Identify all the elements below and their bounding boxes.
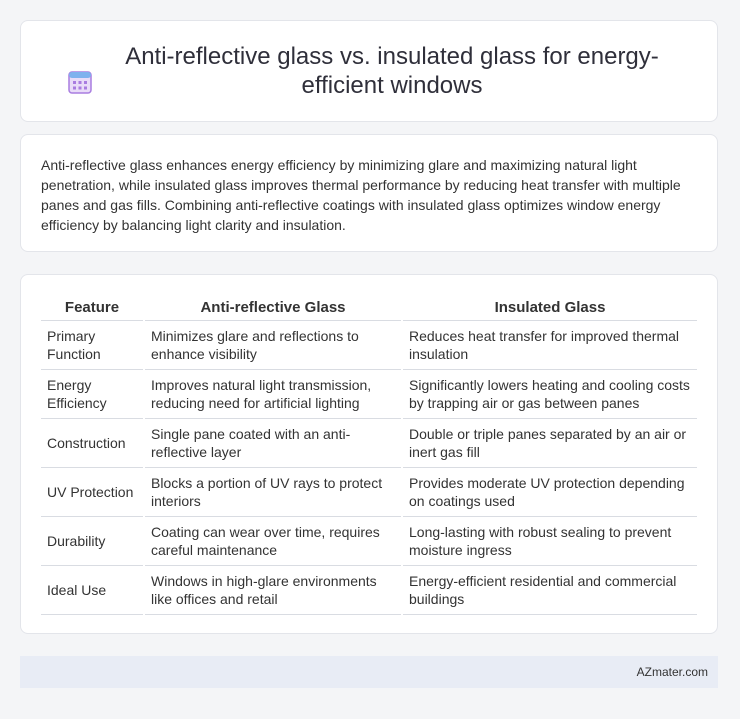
column-header-insulated: Insulated Glass	[403, 295, 697, 321]
anti-reflective-cell: Improves natural light transmission, reducing need for artificial lighting	[145, 370, 401, 419]
feature-cell: Durability	[41, 517, 143, 566]
title-wrap	[66, 42, 672, 100]
table-row	[41, 419, 697, 468]
footer	[20, 656, 718, 688]
title-card	[20, 20, 718, 122]
feature-cell: Construction	[41, 419, 143, 468]
comparison-table-card	[20, 274, 718, 634]
insulated-cell: Reduces heat transfer for improved thermal insulation	[403, 321, 697, 370]
footer-brand: AZmater.com	[636, 665, 708, 679]
feature-cell: UV Protection	[41, 468, 143, 517]
summary-text: Anti-reflective glass enhances energy efficiency by minimizing glare and maximizing natural light penetration, while insulated glass improves thermal performance by reducing heat transfer with multiple panes and gas fills. Combining anti-reflective coatings with insulated glass optimizes window energy efficiency by balancing light clarity and insulation.	[41, 157, 681, 233]
table-row	[41, 321, 697, 370]
page-title: Anti-reflective glass vs. insulated glass for energy-efficient windows	[125, 43, 659, 99]
anti-reflective-cell: Windows in high-glare environments like offices and retail	[145, 566, 401, 615]
insulated-cell: Double or triple panes separated by an air or inert gas fill	[403, 419, 697, 468]
anti-reflective-cell: Coating can wear over time, requires careful maintenance	[145, 517, 401, 566]
table-row	[41, 370, 697, 419]
anti-reflective-cell: Blocks a portion of UV rays to protect interiors	[145, 468, 401, 517]
table-header-row	[41, 295, 697, 321]
anti-reflective-cell: Minimizes glare and reflections to enhance visibility	[145, 321, 401, 370]
comparison-table	[39, 295, 699, 615]
table-row	[41, 566, 697, 615]
calendar-icon	[66, 68, 94, 96]
feature-cell: Primary Function	[41, 321, 143, 370]
table-row	[41, 517, 697, 566]
insulated-cell: Energy-efficient residential and commercial buildings	[403, 566, 697, 615]
anti-reflective-cell: Single pane coated with an anti-reflective layer	[145, 419, 401, 468]
feature-cell: Ideal Use	[41, 566, 143, 615]
insulated-cell: Long-lasting with robust sealing to prevent moisture ingress	[403, 517, 697, 566]
summary-card	[20, 134, 718, 252]
table-row	[41, 468, 697, 517]
column-header-anti-reflective: Anti-reflective Glass	[145, 295, 401, 321]
feature-cell: Energy Efficiency	[41, 370, 143, 419]
insulated-cell: Provides moderate UV protection depending on coatings used	[403, 468, 697, 517]
insulated-cell: Significantly lowers heating and cooling costs by trapping air or gas between panes	[403, 370, 697, 419]
column-header-feature: Feature	[41, 295, 143, 321]
